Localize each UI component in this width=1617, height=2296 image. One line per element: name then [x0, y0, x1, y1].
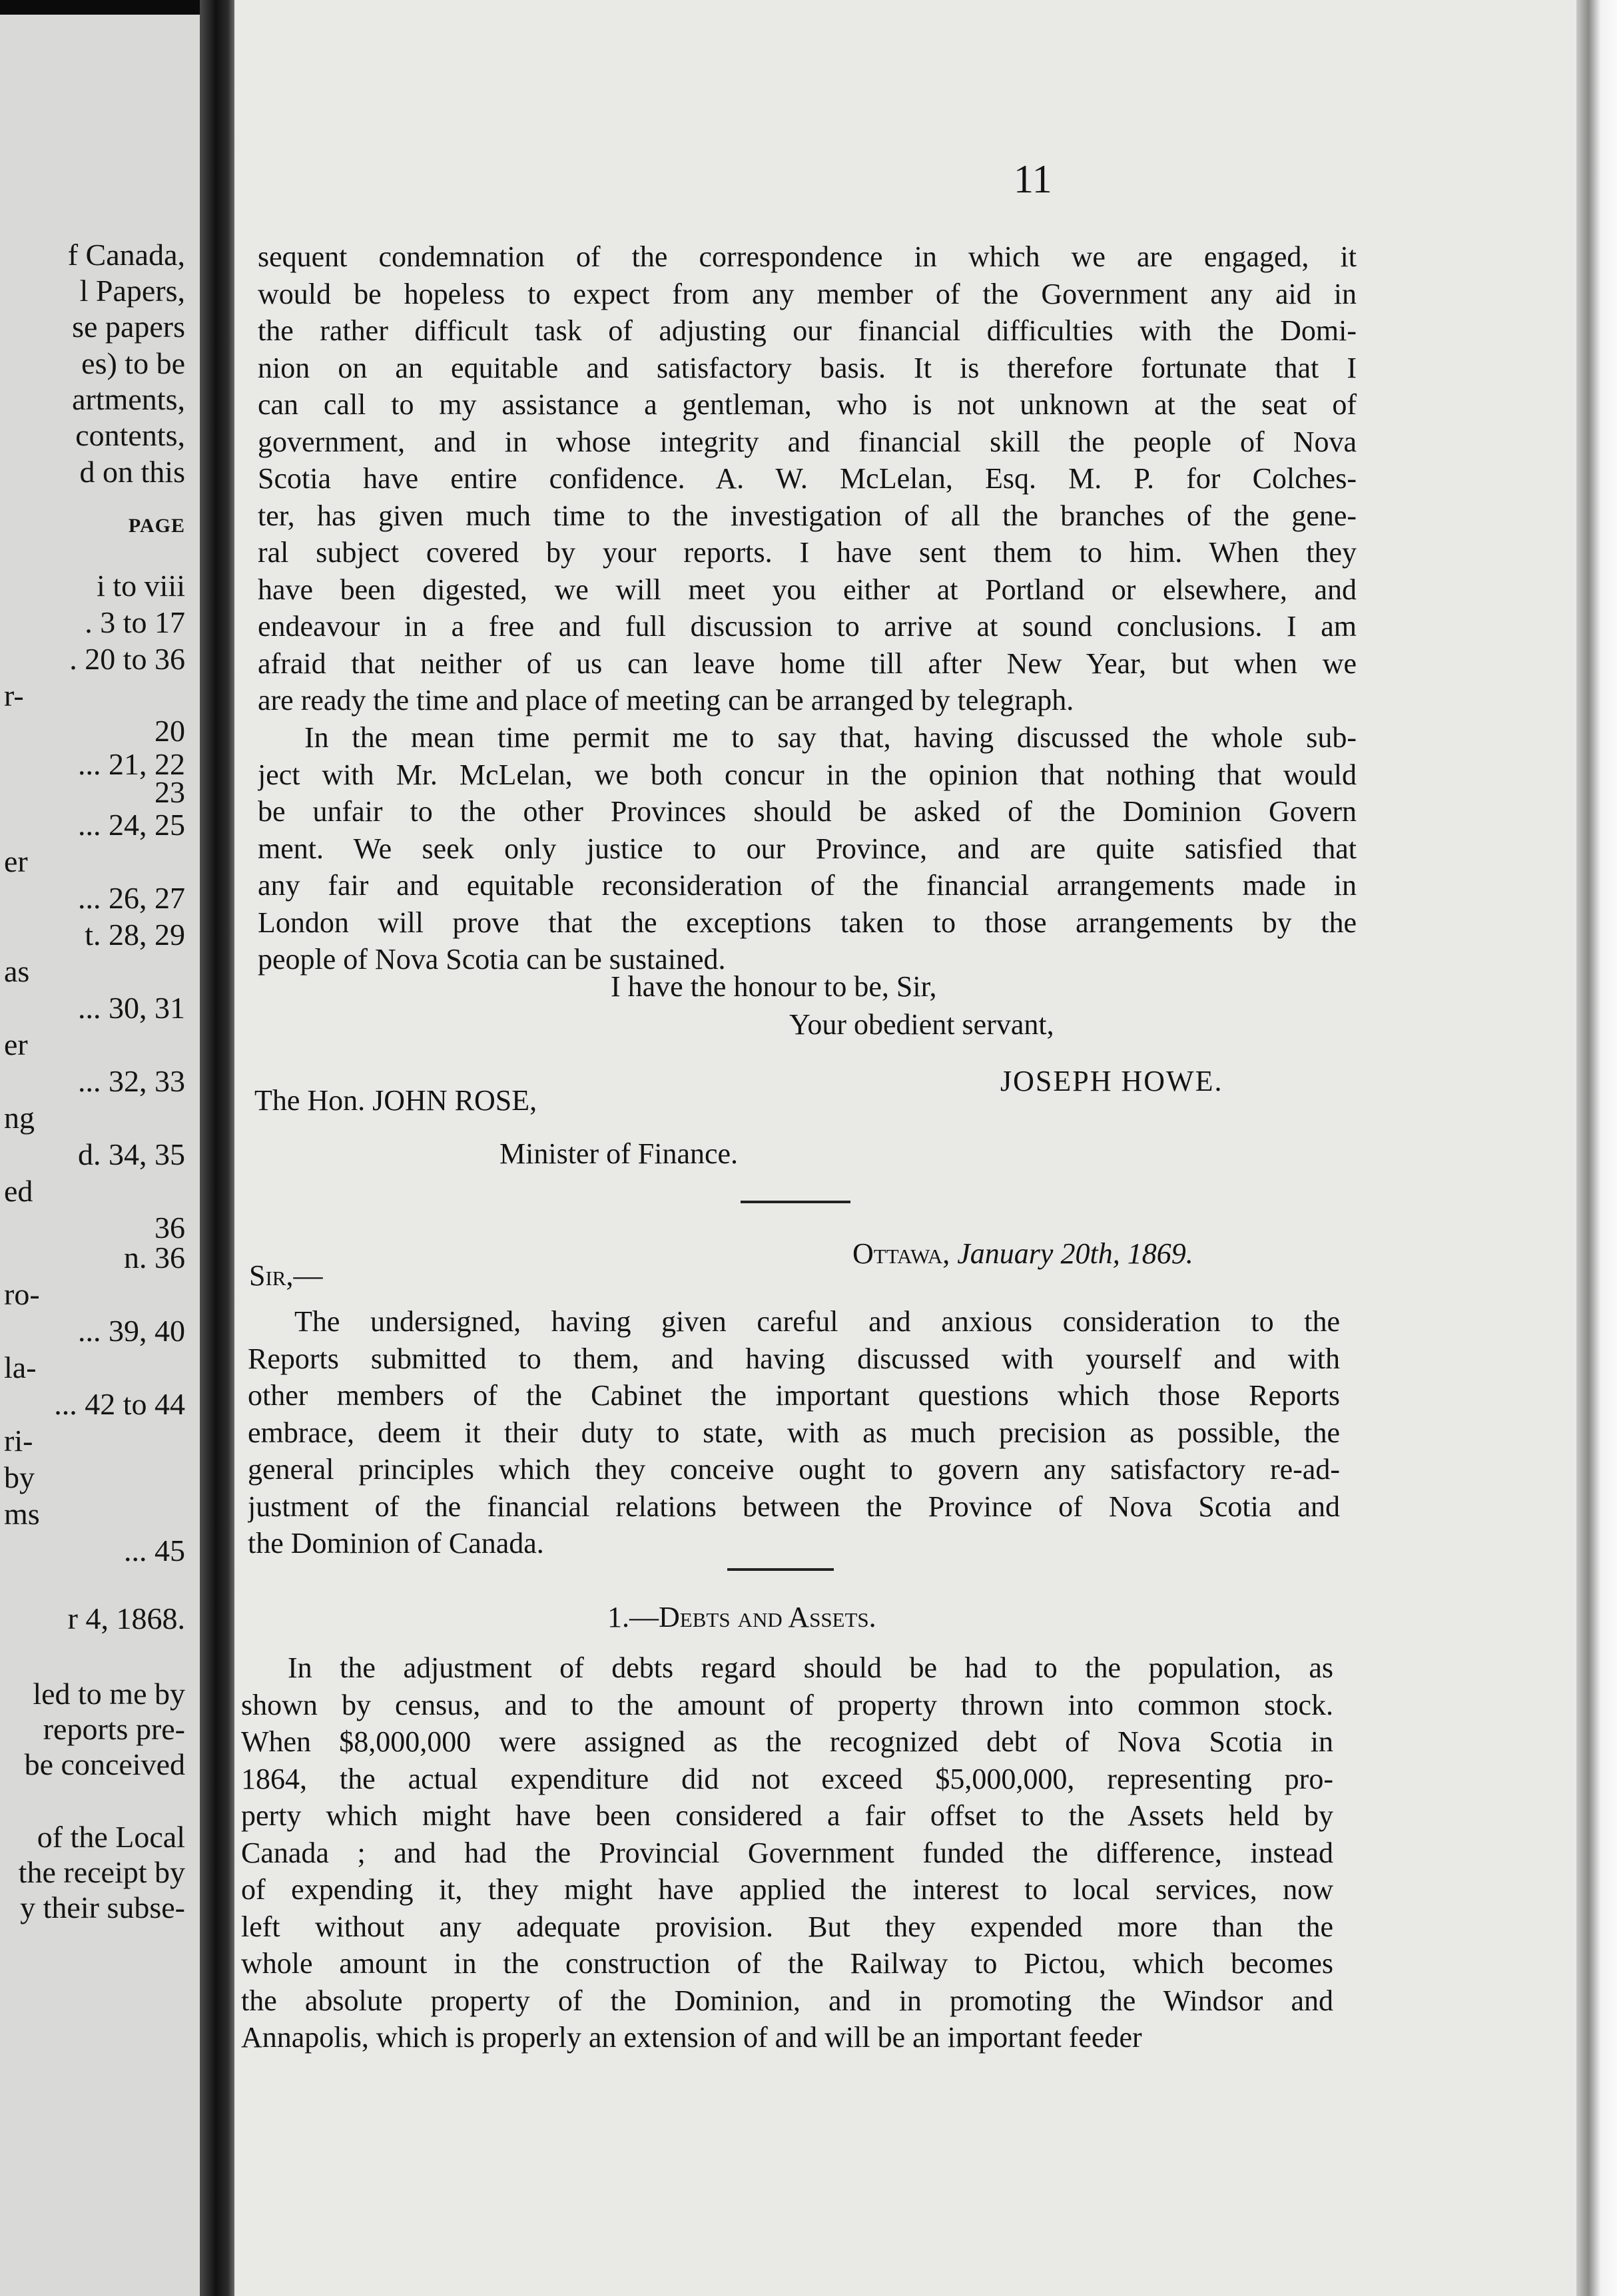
memo-salutation: Sir,—	[249, 1259, 323, 1292]
facing-page-text: d on this	[79, 455, 185, 489]
text-line: Reports submitted to them, and having discussed with yourself and with	[248, 1342, 1340, 1375]
facing-page-text: l Papers,	[79, 274, 185, 308]
text-line: ject with Mr. McLelan, we both concur in the opinion that nothing that would	[258, 758, 1357, 791]
text-line: the rather difficult task of adjusting our financial difficulties with the Domi-	[258, 314, 1357, 347]
facing-page-text: by	[4, 1460, 35, 1494]
facing-page-text: ... 39, 40	[78, 1314, 185, 1348]
text-line: ter, has given much time to the investigation of all the branches of the gene-	[258, 499, 1357, 532]
text-line: London will prove that the exceptions taken to those arrangements by the	[258, 906, 1357, 939]
memo-place: Ottawa,	[852, 1237, 950, 1270]
facing-page-text: er	[4, 844, 28, 878]
facing-page-text: se papers	[72, 310, 185, 344]
text-line: In the mean time permit me to say that, having discussed the whole sub-	[304, 721, 1357, 754]
text-line: When $8,000,000 were assigned as the recognized debt of Nova Scotia in	[241, 1725, 1333, 1758]
document-page	[234, 0, 1576, 2296]
page-edge	[1576, 0, 1617, 2296]
section-title: Debts and Assets.	[659, 1601, 876, 1633]
signature: JOSEPH HOWE.	[1000, 1065, 1223, 1097]
text-line: embrace, deem it their duty to state, with as much precision as possible, the	[248, 1416, 1340, 1449]
facing-page-text: ... 21, 22	[78, 747, 185, 781]
text-line: left without any adequate provision. But they expended more than the	[241, 1910, 1333, 1943]
addressee-title: Minister of Finance.	[499, 1137, 739, 1170]
text-line: the absolute property of the Dominion, and in promoting the Windsor and	[241, 1984, 1333, 2017]
text-line: 1864, the actual expenditure did not exceed $5,000,000, representing pro-	[241, 1762, 1333, 1795]
text-line: ment. We seek only justice to our Province, and are quite satisfied that	[258, 832, 1357, 865]
text-line: would be hopeless to expect from any member of the Government any aid in	[258, 277, 1357, 310]
text-line: government, and in whose integrity and financial skill the people of Nova	[258, 425, 1357, 458]
text-line: shown by census, and to the amount of property thrown into common stock.	[241, 1688, 1333, 1721]
text-line: the Dominion of Canada.	[248, 1527, 544, 1560]
section-divider-rule	[727, 1568, 834, 1571]
text-line: The undersigned, having given careful and anxious consideration to the	[294, 1305, 1340, 1338]
memo-paragraph	[248, 1303, 1340, 1562]
facing-page-text: r-	[4, 679, 24, 713]
facing-page-text: ms	[4, 1497, 40, 1531]
text-line: Annapolis, which is properly an extension of and will be an important feeder	[241, 2021, 1142, 2054]
letter-paragraph-2	[258, 719, 1357, 978]
facing-page-text: . 20 to 36	[69, 642, 185, 676]
letter-paragraph-1	[258, 238, 1357, 719]
facing-page-text: es) to be	[81, 346, 185, 380]
text-line: any fair and equitable reconsideration of the financial arrangements made in	[258, 869, 1357, 902]
text-line: In the adjustment of debts regard should be had to the population, as	[288, 1651, 1333, 1684]
text-line: whole amount in the construction of the Railway to Pictou, which becomes	[241, 1947, 1333, 1980]
facing-page-text: n. 36	[124, 1241, 185, 1275]
facing-page-text: 23	[155, 775, 185, 809]
facing-page-text: be conceived	[24, 1747, 185, 1781]
facing-page-text: ... 26, 27	[78, 881, 185, 915]
text-line: justment of the financial relations between the Province of Nova Scotia and	[248, 1490, 1340, 1523]
facing-page-text: ... 45	[124, 1534, 185, 1568]
closing-honour: I have the honour to be, Sir,	[611, 970, 937, 1003]
facing-page-text: ed	[4, 1174, 33, 1208]
facing-page-text: ... 42 to 44	[54, 1387, 185, 1421]
text-line: can call to my assistance a gentleman, who is not unknown at the seat of	[258, 388, 1357, 421]
facing-page-text: f Canada,	[67, 238, 185, 272]
facing-page-text: 36	[155, 1211, 185, 1245]
facing-page-text: 20	[155, 714, 185, 748]
facing-page-text: ri-	[4, 1424, 33, 1458]
memo-dateline	[852, 1239, 1193, 1269]
text-line: general principles which they conceive ought to govern any satisfactory re-ad-	[248, 1453, 1340, 1486]
divider-rule	[741, 1201, 850, 1203]
facing-page-text: ro-	[4, 1277, 40, 1311]
facing-page-text: la-	[4, 1350, 37, 1384]
memo-date: January 20th, 1869.	[957, 1237, 1193, 1270]
text-line: other members of the Cabinet the important questions which those Reports	[248, 1379, 1340, 1412]
facing-page-text: the receipt by	[18, 1855, 185, 1889]
text-line: are ready the time and place of meeting can be arranged by telegraph.	[258, 684, 1074, 717]
facing-page-text: . 3 to 17	[85, 605, 185, 639]
facing-page-text: of the Local	[37, 1820, 185, 1854]
text-line: be unfair to the other Provinces should be asked of the Dominion Govern	[258, 795, 1357, 828]
text-line: of expending it, they might have applied the interest to local services, now	[241, 1873, 1333, 1906]
text-line: have been digested, we will meet you either at Portland or elsewhere, and	[258, 573, 1357, 606]
page-number: 11	[1014, 157, 1052, 201]
facing-page-text: artments,	[72, 382, 185, 416]
facing-page-text: ... 30, 31	[78, 991, 185, 1025]
text-line: sequent condemnation of the correspondence in which we are engaged, it	[258, 240, 1357, 273]
facing-page-text: y their subse-	[20, 1890, 185, 1924]
facing-page-text: led to me by	[33, 1677, 185, 1711]
facing-page-text: er	[4, 1027, 28, 1061]
facing-page-text: t. 28, 29	[85, 918, 185, 952]
text-line: Canada ; and had the Provincial Government funded the difference, instead	[241, 1836, 1333, 1869]
text-line: ral subject covered by your reports. I have sent them to him. When they	[258, 536, 1357, 569]
facing-page-text: reports pre-	[43, 1712, 185, 1746]
closing-servant: Your obedient servant,	[789, 1008, 1054, 1041]
book-gutter	[200, 0, 240, 2296]
facing-page-text: ... 32, 33	[78, 1064, 185, 1098]
section-number: 1.—	[607, 1601, 659, 1633]
facing-page-text: ... 24, 25	[78, 808, 185, 842]
text-line: perty which might have been considered a fair offset to the Assets held by	[241, 1799, 1333, 1832]
text-line: nion on an equitable and satisfactory basis. It is therefore fortunate that I	[258, 351, 1357, 384]
section-heading	[607, 1603, 876, 1632]
section-paragraph	[241, 1649, 1333, 2056]
text-line: endeavour in a free and full discussion to arrive at sound conclusions. I am	[258, 610, 1357, 643]
text-line: afraid that neither of us can leave home till after New Year, but when we	[258, 647, 1357, 680]
text-line: people of Nova Scotia can be sustained.	[258, 943, 726, 976]
facing-page-text: d. 34, 35	[78, 1137, 185, 1171]
facing-page-text: ng	[4, 1101, 35, 1135]
facing-page-text: PAGE	[128, 515, 185, 537]
addressee-name: The Hon. JOHN ROSE,	[254, 1084, 537, 1117]
facing-page-text: r 4, 1868.	[67, 1601, 185, 1635]
facing-page-text: i to viii	[97, 569, 185, 603]
facing-page-fragment	[0, 15, 200, 2296]
facing-page-text: as	[4, 954, 30, 988]
text-line: Scotia have entire confidence. A. W. McLelan, Esq. M. P. for Colches-	[258, 462, 1357, 495]
facing-page-text: contents,	[75, 418, 185, 452]
